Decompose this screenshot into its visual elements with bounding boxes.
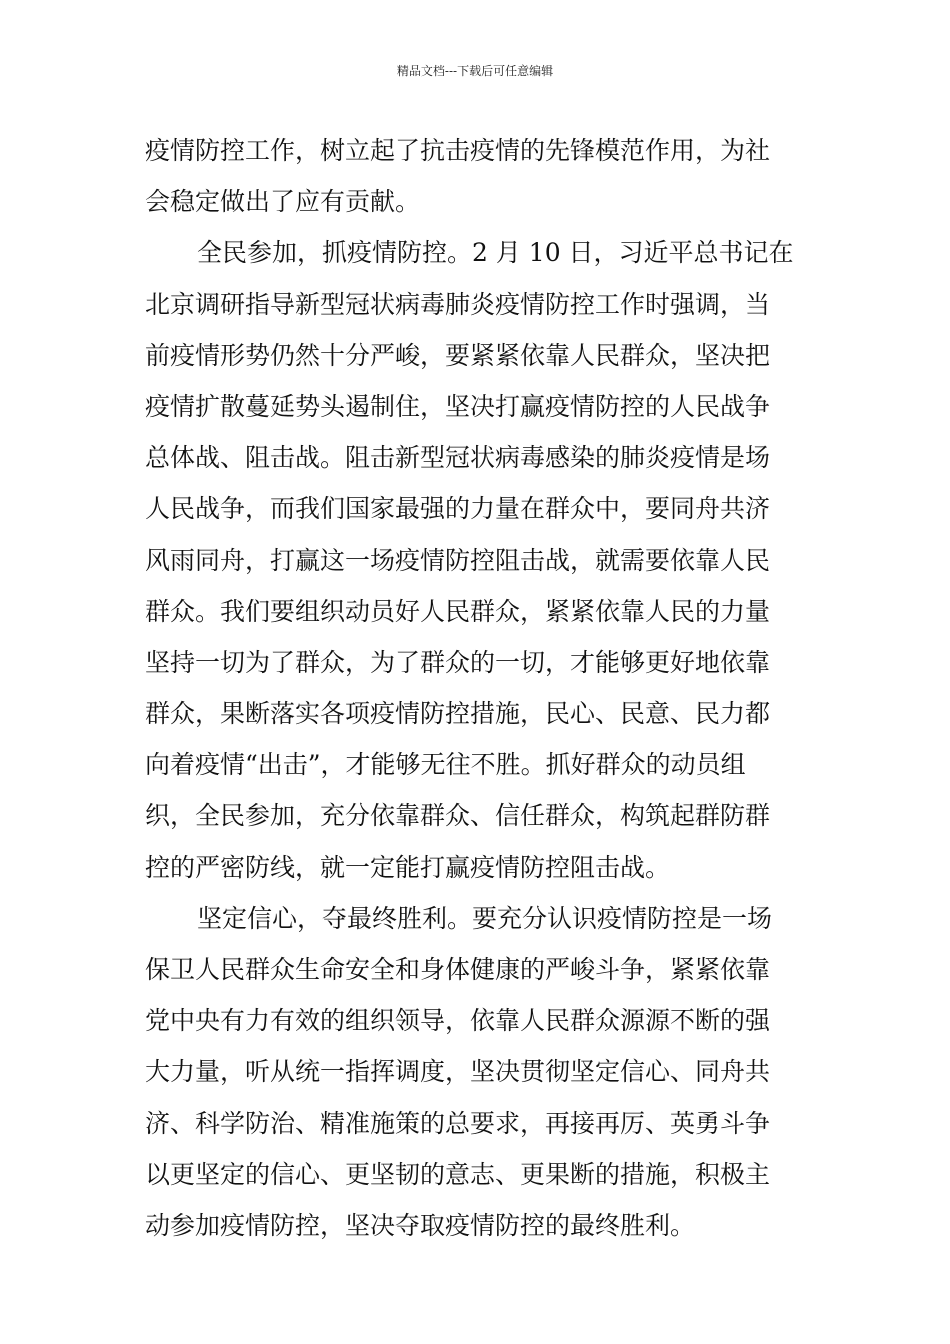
- paragraph-start-line: 全民参加，抓疫情防控。2 月 10 日，习近平总书记在: [197, 238, 794, 268]
- text-line: 会稳定做出了应有贡献。: [145, 187, 421, 217]
- text-line: 疫情防控工作，树立起了抗击疫情的先锋模范作用，为社: [145, 136, 771, 165]
- text-line: 控的严密防线，就一定能打赢疫情防控阻击战。: [145, 852, 671, 882]
- text-line: 向着疫情“出击”，才能够无往不胜。抓好群众的动员组: [145, 750, 746, 780]
- text-line: 北京调研指导新型冠状病毒肺炎疫情防控工作时强调，当: [145, 289, 771, 319]
- body-text: [145, 125, 810, 1251]
- paragraph-start-line: 坚定信心，夺最终胜利。要充分认识疫情防控是一场: [197, 903, 773, 933]
- text-line: 群众。我们要组织动员好人民群众，紧紧依靠人民的力量: [145, 596, 771, 626]
- text-line: 党中央有力有效的组织领导，依靠人民群众源源不断的强: [145, 1006, 771, 1036]
- text-line: 保卫人民群众生命安全和身体健康的严峻斗争，紧紧依靠: [145, 955, 771, 984]
- text-line: 济、科学防治、精准施策的总要求，再接再厉、英勇斗争: [145, 1108, 771, 1138]
- text-line: 前疫情形势仍然十分严峻，要紧紧依靠人民群众，坚决把: [145, 340, 771, 370]
- text-line: 动参加疫情防控，坚决夺取疫情防控的最终胜利。: [145, 1210, 696, 1240]
- page-header: 精品文档---下载后可任意编辑: [396, 64, 554, 78]
- text-line: 以更坚定的信心、更坚韧的意志、更果断的措施，积极主: [145, 1159, 771, 1189]
- text-line: 疫情扩散蔓延势头遏制住，坚决打赢疫情防控的人民战争: [145, 391, 771, 421]
- text-line: 风雨同舟，打赢这一场疫情防控阻击战，就需要依靠人民: [145, 545, 771, 575]
- text-line: 总体战、阻击战。阻击新型冠状病毒感染的肺炎疫情是场: [145, 443, 771, 473]
- text-line: 织，全民参加，充分依靠群众、信任群众，构筑起群防群: [145, 801, 771, 831]
- text-line: 群众，果断落实各项疫情防控措施，民心、民意、民力都: [145, 699, 771, 729]
- text-line: 大力量，听从统一指挥调度，坚决贯彻坚定信心、同舟共: [145, 1057, 771, 1087]
- text-line: 人民战争，而我们国家最强的力量在群众中，要同舟共济: [145, 494, 771, 524]
- text-line: 坚持一切为了群众，为了群众的一切，才能够更好地依靠: [145, 647, 771, 677]
